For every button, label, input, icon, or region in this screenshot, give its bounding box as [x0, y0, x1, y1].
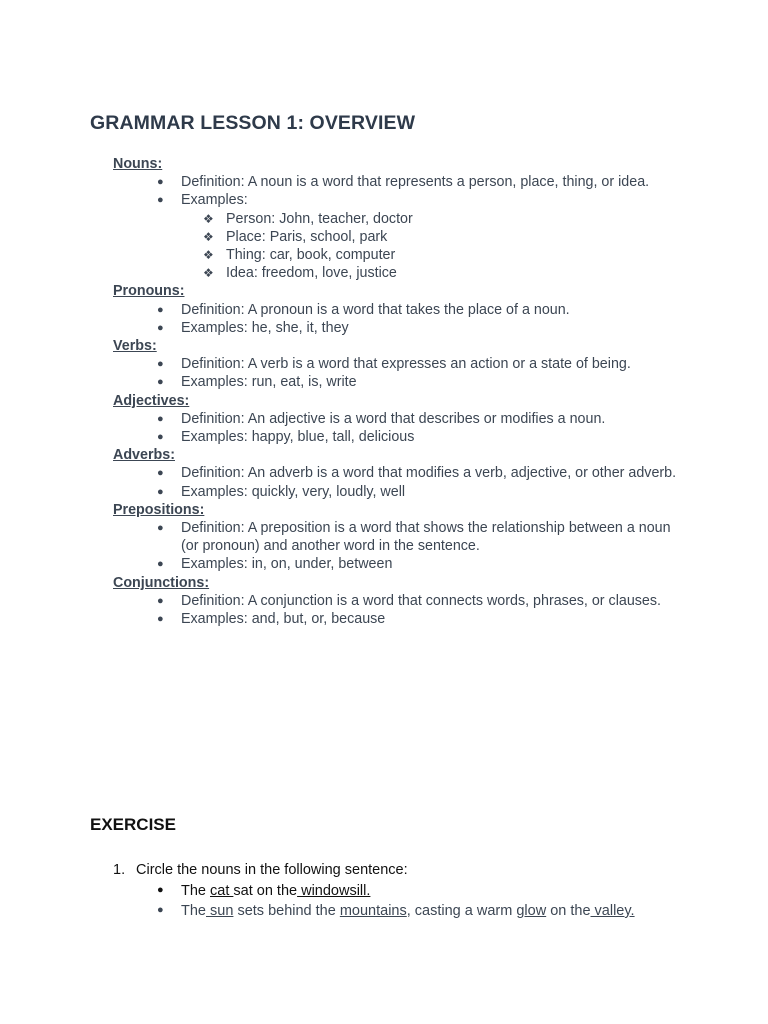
verbs-examples-text: Examples: run, eat, is, write — [181, 374, 357, 391]
pronouns-definition-text: Definition: A pronoun is a word that takes the place of a noun. — [181, 301, 570, 318]
bullet-icon: ● — [157, 522, 164, 535]
sentence-text: on the — [546, 903, 591, 919]
pronouns-examples — [157, 319, 681, 337]
adverbs-definition — [157, 464, 681, 482]
page-title: GRAMMAR LESSON 1: OVERVIEW — [90, 112, 416, 134]
exercise-question-1 — [113, 862, 408, 878]
verbs-definition-text: Definition: A verb is a word that expresses an action or a state of being. — [181, 356, 631, 373]
bullet-icon: ● — [157, 412, 164, 425]
example-text: Idea: freedom, love, justice — [226, 265, 397, 282]
bullet-icon: ● — [157, 485, 164, 498]
noun-word: valley. — [590, 903, 635, 919]
exercise-heading: EXERCISE — [90, 815, 176, 834]
prepositions-definition-text: Definition: A preposition is a word that shows the relationship between a noun (or pronoun) and another word in the sentence. — [181, 520, 671, 555]
lesson-body — [0, 155, 768, 628]
sentence-text: The — [181, 883, 211, 899]
adjectives-examples-text: Examples: happy, blue, tall, delicious — [181, 429, 415, 446]
sentence-text: The — [181, 903, 206, 919]
bullet-icon: ● — [157, 303, 164, 316]
bullet-icon: ● — [157, 467, 164, 480]
nouns-definition — [157, 173, 681, 191]
diamond-bullet-icon: ❖ — [203, 211, 214, 226]
nouns-examples — [157, 191, 681, 209]
nouns-examples-label: Examples: — [181, 192, 248, 209]
example-text: Person: John, teacher, doctor — [226, 210, 413, 227]
bullet-icon: ● — [157, 613, 164, 626]
nouns-heading: Nouns: — [113, 156, 163, 172]
prepositions-examples-text: Examples: in, on, under, between — [181, 556, 393, 573]
question-number: 1. — [113, 862, 126, 878]
noun-word: windowsill. — [297, 883, 371, 899]
sentence-text: sat on the — [233, 883, 298, 899]
adjectives-definition-text: Definition: An adjective is a word that describes or modifies a noun. — [181, 410, 606, 427]
verbs-heading: Verbs: — [113, 338, 157, 355]
conjunctions-definition-text: Definition: A conjunction is a word that connects words, phrases, or clauses. — [181, 592, 661, 609]
bullet-icon: ● — [157, 558, 164, 571]
nouns-example-idea — [203, 264, 768, 282]
bullet-icon: ● — [157, 358, 164, 371]
noun-word: cat — [210, 883, 234, 899]
bullet-icon: ● — [157, 194, 164, 207]
sentence-text: sets behind the — [233, 903, 340, 919]
adjectives-definition — [157, 410, 681, 428]
nouns-example-place — [203, 228, 768, 246]
noun-word: glow — [516, 903, 547, 919]
adjectives-examples — [157, 428, 681, 446]
question-text: Circle the nouns in the following sentence: — [136, 862, 408, 878]
conjunctions-examples — [157, 610, 681, 628]
diamond-bullet-icon: ❖ — [203, 248, 214, 263]
example-text: Place: Paris, school, park — [226, 228, 388, 245]
conjunctions-examples-text: Examples: and, but, or, because — [181, 611, 386, 628]
noun-word: mountains — [339, 903, 407, 919]
verbs-definition — [157, 355, 681, 373]
conjunctions-heading: Conjunctions: — [113, 574, 210, 591]
nouns-definition-text: Definition: A noun is a word that represents a person, place, thing, or idea. — [181, 174, 650, 191]
prepositions-examples — [157, 555, 681, 573]
adjectives-heading: Adjectives: — [113, 392, 190, 409]
bullet-icon: ● — [157, 594, 164, 607]
exercise-sentence-2 — [157, 903, 635, 919]
bullet-icon: ● — [157, 884, 164, 896]
nouns-example-thing — [203, 246, 768, 264]
sentence-text: , casting a warm — [406, 903, 517, 919]
adverbs-examples-text: Examples: quickly, very, loudly, well — [181, 483, 406, 500]
bullet-icon: ● — [157, 376, 164, 389]
exercise-sentence-1 — [157, 883, 371, 899]
conjunctions-definition — [157, 592, 681, 610]
verbs-examples — [157, 373, 681, 391]
adverbs-heading: Adverbs: — [113, 447, 175, 464]
nouns-example-person — [203, 210, 768, 228]
bullet-icon: ● — [157, 176, 164, 189]
prepositions-heading: Prepositions: — [113, 501, 205, 518]
adverbs-definition-text: Definition: An adverb is a word that modifies a verb, adjective, or other adverb. — [181, 465, 677, 482]
prepositions-definition — [157, 519, 681, 555]
bullet-icon: ● — [157, 431, 164, 444]
pronouns-definition — [157, 301, 681, 319]
adverbs-examples — [157, 483, 681, 501]
diamond-bullet-icon: ❖ — [203, 266, 214, 281]
bullet-icon: ● — [157, 904, 164, 916]
example-text: Thing: car, book, computer — [226, 247, 396, 264]
bullet-icon: ● — [157, 321, 164, 334]
pronouns-heading: Pronouns: — [113, 283, 185, 300]
diamond-bullet-icon: ❖ — [203, 229, 214, 244]
pronouns-examples-text: Examples: he, she, it, they — [181, 319, 349, 336]
noun-word: sun — [206, 903, 234, 919]
